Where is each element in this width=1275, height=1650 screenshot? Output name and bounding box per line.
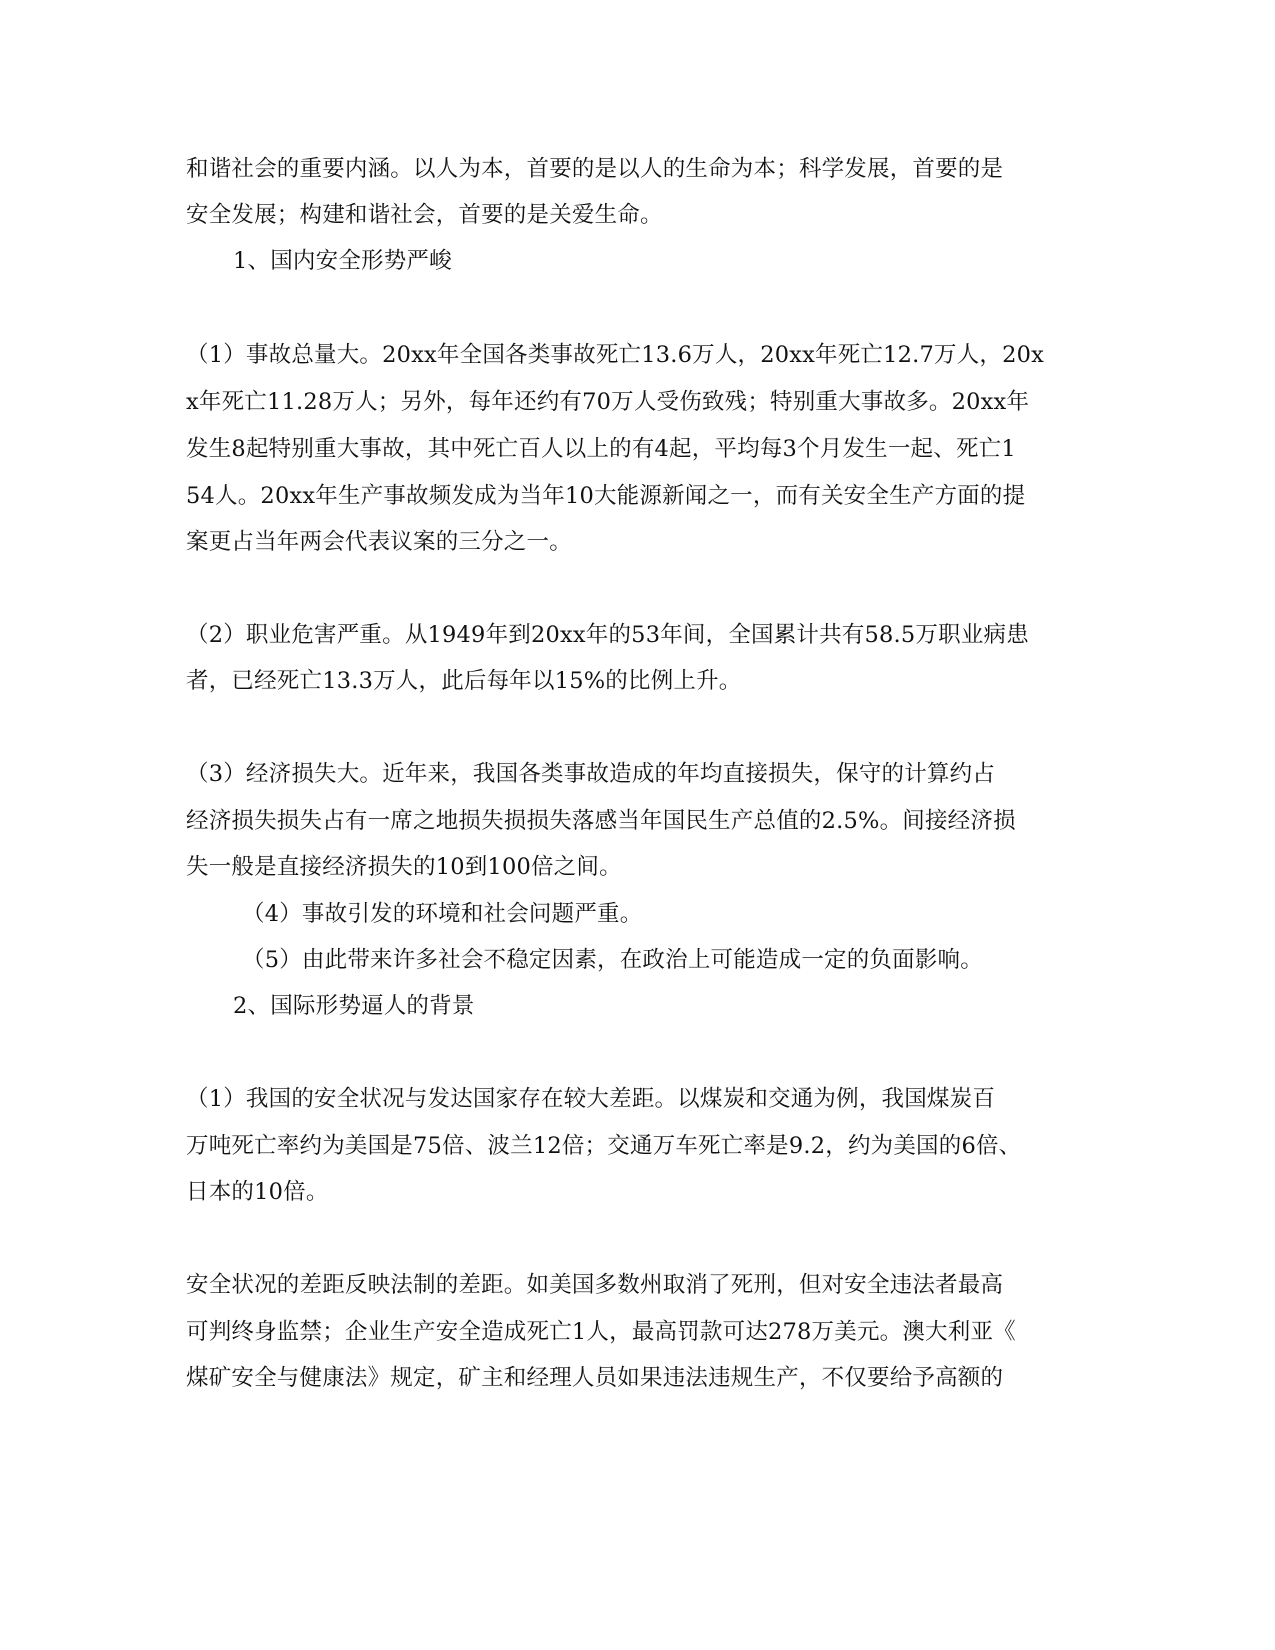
text-line: 发生8起特别重大事故，其中死亡百人以上的有4起，平均每3个月发生一起、死亡1 [186, 436, 1016, 462]
text-line: 经济损失损失占有一席之地损失损损失落感当年国民生产总值的2.5%。间接经济损 [186, 808, 1016, 834]
text-line: 案更占当年两会代表议案的三分之一。 [186, 529, 572, 555]
text-line: 安全状况的差距反映法制的差距。如美国多数州取消了死刑，但对安全违法者最高 [186, 1272, 1004, 1298]
text-line: x年死亡11.28万人；另外，每年还约有70万人受伤致残；特别重大事故多。20xx年 [186, 389, 1030, 415]
section-heading: 2、国际形势逼人的背景 [233, 993, 475, 1019]
text-line: 失一般是直接经济损失的10到100倍之间。 [186, 854, 622, 880]
text-line: （1）我国的安全状况与发达国家存在较大差距。以煤炭和交通为例，我国煤炭百 [186, 1086, 996, 1112]
text-line: （4）事故引发的环境和社会问题严重。 [242, 901, 643, 927]
text-line: （3）经济损失大。近年来，我国各类事故造成的年均直接损失，保守的计算约占 [186, 761, 996, 787]
text-line: 者，已经死亡13.3万人，此后每年以15%的比例上升。 [186, 668, 742, 694]
text-line: 可判终身监禁；企业生产安全造成死亡1人，最高罚款可达278万美元。澳大利亚《 [186, 1319, 1016, 1345]
text-line: 和谐社会的重要内涵。以人为本，首要的是以人的生命为本；科学发展，首要的是 [186, 156, 1004, 182]
text-line: 安全发展；构建和谐社会，首要的是关爱生命。 [186, 202, 663, 228]
text-line: （2）职业危害严重。从1949年到20xx年的53年间，全国累计共有58.5万职业病患 [186, 622, 1029, 648]
text-line: 日本的10倍。 [186, 1179, 329, 1205]
text-line: 54人。20xx年生产事故频发成为当年10大能源新闻之一，而有关安全生产方面的提 [186, 483, 1026, 509]
text-line: 万吨死亡率约为美国是75倍、波兰12倍；交通万车死亡率是9.2，约为美国的6倍、 [186, 1133, 1022, 1159]
text-line: 煤矿安全与健康法》规定，矿主和经理人员如果违法违规生产，不仅要给予高额的 [186, 1365, 1004, 1391]
text-line: （1）事故总量大。20xx年全国各类事故死亡13.6万人，20xx年死亡12.7万人，20x [186, 342, 1045, 368]
section-heading: 1、国内安全形势严峻 [233, 248, 452, 274]
text-line: （5）由此带来许多社会不稳定因素，在政治上可能造成一定的负面影响。 [242, 947, 983, 973]
